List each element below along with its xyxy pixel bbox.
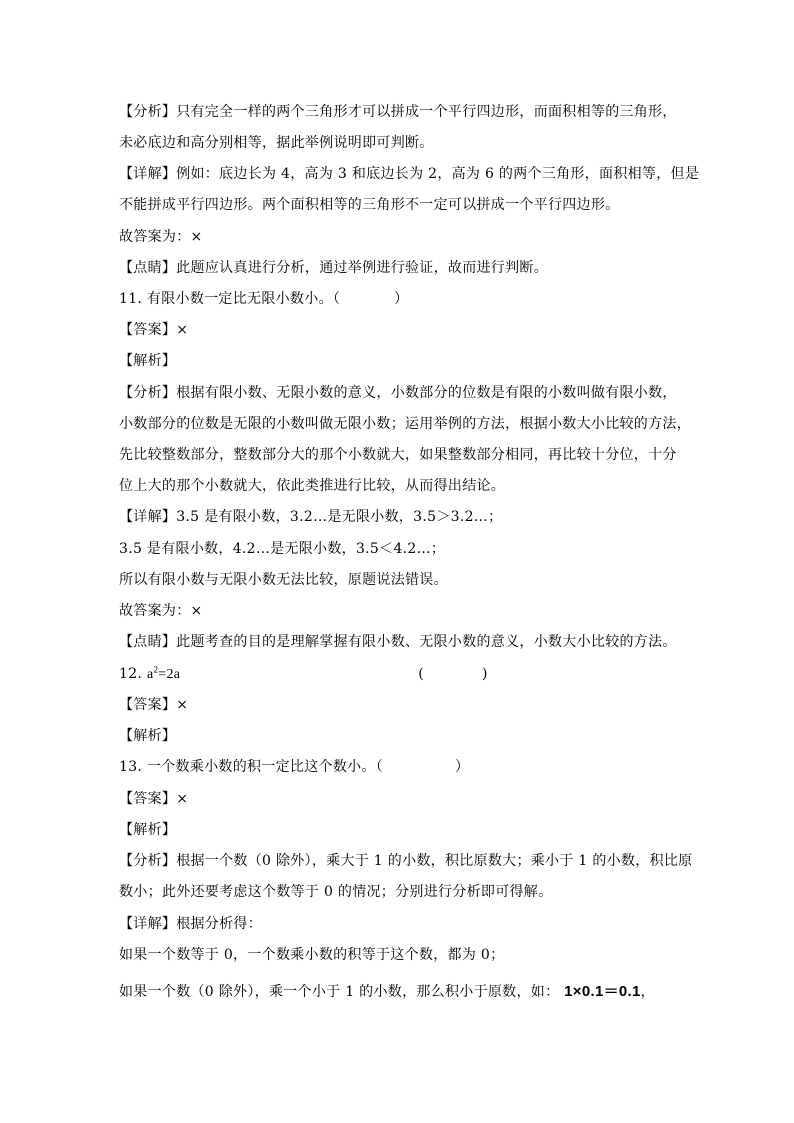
analysis-13-line-1: 【分析】根据一个数（0 除外），乘大于 1 的小数，积比原数大；乘小于 1 的小数，积比原 [119, 853, 693, 869]
detail-13-line-1: 【详解】根据分析得： [119, 916, 262, 932]
answer-12: 【答案】× [119, 697, 189, 713]
trailing-comma: ， [640, 984, 655, 1000]
answer-10: 故答案为：× [119, 229, 203, 245]
answer-11: 【答案】× [119, 322, 189, 338]
detail-11-line-1: 【详解】3.5 是有限小数，3.2…是无限小数，3.5＞3.2…； [119, 509, 503, 525]
question-12-expression: $a^2=2a$ [146, 664, 181, 682]
detail-11-line-2: 3.5 是有限小数，4.2…是无限小数，3.5＜4.2…； [119, 541, 446, 557]
question-12-open-paren: ( [418, 666, 425, 682]
analysis-11-line-2: 小数部分的位数是无限的小数叫做无限小数；运用举例的方法，根据小数大小比较的方法， [119, 416, 691, 432]
question-11-close-paren: ） [394, 291, 409, 307]
answer-13: 【答案】× [119, 791, 189, 807]
comment-11: 【点睛】此题考查的目的是理解掌握有限小数、无限小数的意义，小数大小比较的方法。 [119, 634, 677, 650]
detail-13-line-3: 如果一个数（0 除外），乘一个小于 1 的小数，那么积小于原数，如： 1×0.1＝0.1， [119, 983, 655, 1000]
analysis-11-line-4: 位上大的那个小数就大，依此类推进行比较，从而得出结论。 [119, 478, 506, 494]
jiexi-11: 【解析】 [119, 353, 177, 369]
question-12-close-paren: ) [482, 666, 488, 682]
analysis-10-line-1: 【分析】只有完全一样的两个三角形才可以拼成一个平行四边形，而面积相等的三角形， [119, 104, 677, 120]
question-13-close-paren: ） [455, 759, 470, 775]
question-13-stem: 13. 一个数乘小数的积一定比这个数小。（ [119, 759, 384, 775]
detail-10-line-2: 不能拼成平行四边形。两个面积相等的三角形不一定可以拼成一个平行四边形。 [119, 197, 620, 213]
jiexi-13: 【解析】 [119, 822, 177, 838]
answer-11-conclusion: 故答案为：× [119, 603, 203, 619]
comment-10: 【点睛】此题应认真进行分析，通过举例进行验证，故而进行判断。 [119, 260, 548, 276]
analysis-10-line-2: 未必底边和高分别相等，据此举例说明即可判断。 [119, 135, 434, 151]
jiexi-12: 【解析】 [119, 728, 177, 744]
question-11-stem: 11. 有限小数一定比无限小数小。（ [119, 291, 341, 307]
question-12 [119, 664, 488, 685]
analysis-11-line-1: 【分析】根据有限小数、无限小数的意义，小数部分的位数是有限的小数叫做有限小数， [119, 385, 677, 401]
detail-13-line-2: 如果一个数等于 0，一个数乘小数的积等于这个数，都为 0； [119, 947, 505, 963]
detail-11-line-3: 所以有限小数与无限小数无法比较，原题说法错误。 [119, 572, 448, 588]
detail-10-line-1: 【详解】例如：底边长为 4，高为 3 和底边长为 2，高为 6 的两个三角形，面积相等，但是 [119, 166, 700, 182]
question-12-number: 12. [119, 666, 143, 682]
example-formula: 1×0.1＝0.1 [564, 983, 641, 1000]
analysis-13-line-2: 数小；此外还要考虑这个数等于 0 的情况；分别进行分析即可得解。 [119, 884, 553, 900]
question-11 [119, 289, 408, 309]
analysis-11-line-3: 先比较整数部分，整数部分大的那个小数就大，如果整数部分相同，再比较十分位，十分 [119, 447, 677, 463]
question-13 [119, 757, 469, 777]
